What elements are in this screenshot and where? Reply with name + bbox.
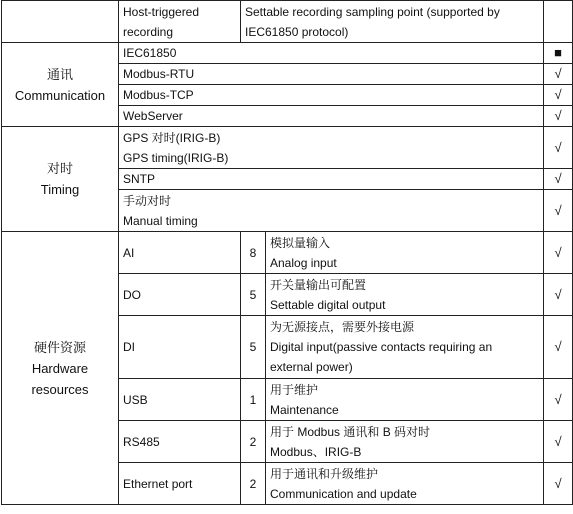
resource-name: USB (119, 379, 241, 421)
table-row (2, 1, 573, 43)
feature-line: recording (123, 24, 174, 39)
feature-cell (119, 85, 544, 106)
resource-name: AI (119, 232, 241, 274)
category-cell-hardware (2, 232, 119, 505)
description-line: Digital input(passive contacts requiring an (270, 340, 493, 354)
resource-count: 2 (241, 463, 266, 505)
feature-line: GPS timing(IRIG-B) (123, 150, 229, 165)
support-mark: √ (544, 274, 573, 316)
blank-category-cell (2, 1, 119, 43)
description-line: Settable digital output (270, 297, 386, 312)
resource-description (266, 316, 544, 379)
description-line: external power) (270, 360, 353, 374)
feature-cell (119, 190, 544, 232)
feature-line: GPS 对时(IRIG-B) (123, 130, 221, 145)
category-label-cn: 硬件资源 (33, 339, 86, 355)
category-cell-timing (2, 127, 119, 232)
feature-cell (119, 127, 544, 169)
table-row (2, 43, 573, 64)
resource-description (266, 463, 544, 505)
description-line: 为无源接点，需要外接电源 (270, 320, 415, 334)
feature-cell (119, 64, 544, 85)
description-line: 用于 Modbus 通讯和 B 码对时 (270, 424, 431, 439)
category-label-en: resources (31, 381, 89, 397)
description-line: 用于维护 (270, 382, 319, 397)
resource-name: DO (119, 274, 241, 316)
category-label-en: Communication (14, 87, 106, 103)
feature-line: Host-triggered (123, 4, 200, 19)
support-mark: √ (544, 169, 573, 190)
description-line: 模拟量输入 (270, 235, 331, 250)
feature-line: Modbus-RTU (123, 67, 195, 81)
feature-line: 手动对时 (123, 193, 172, 208)
resource-count: 1 (241, 379, 266, 421)
description-line: Modbus、IRIG-B (270, 444, 362, 459)
description-line: IEC61850 protocol) (245, 24, 349, 39)
spec-table-page (1, 0, 573, 514)
specification-table (1, 0, 573, 505)
resource-name: Ethernet port (119, 463, 241, 505)
description-line: 用于通讯和升级维护 (270, 466, 379, 481)
support-mark: √ (544, 316, 573, 379)
resource-name: RS485 (119, 421, 241, 463)
resource-count: 2 (241, 421, 266, 463)
resource-description (266, 379, 544, 421)
table-row (2, 127, 573, 169)
category-label-cn: 对时 (46, 161, 73, 176)
support-mark (544, 1, 573, 43)
support-mark: √ (544, 106, 573, 127)
resource-description (266, 274, 544, 316)
resource-count: 5 (241, 274, 266, 316)
support-mark: √ (544, 421, 573, 463)
feature-line: SNTP (123, 172, 156, 186)
support-mark: √ (544, 64, 573, 85)
description-line: Settable recording sampling point (supported by (245, 4, 500, 19)
support-mark: √ (544, 379, 573, 421)
category-label-en: Hardware (31, 360, 89, 376)
feature-cell (119, 1, 241, 43)
feature-cell (119, 169, 544, 190)
feature-cell (119, 43, 544, 64)
category-label-cn: 通讯 (46, 66, 73, 82)
description-line: 开关量输出可配置 (270, 277, 367, 292)
resource-name: DI (119, 316, 241, 379)
category-cell-communication (2, 43, 119, 127)
resource-description (266, 421, 544, 463)
resource-count: 5 (241, 316, 266, 379)
support-mark: √ (544, 232, 573, 274)
feature-line: WebServer (123, 109, 183, 123)
support-mark: √ (544, 463, 573, 505)
feature-line: Modbus-TCP (123, 88, 194, 102)
description-cell (241, 1, 544, 43)
support-mark: √ (544, 190, 573, 232)
resource-description (266, 232, 544, 274)
description-line: Communication and update (270, 486, 417, 501)
feature-line: IEC61850 (123, 46, 177, 60)
table-row (2, 232, 573, 274)
support-mark: ■ (544, 43, 573, 64)
feature-line: Manual timing (123, 213, 198, 228)
description-line: Analog input (270, 255, 337, 270)
support-mark: √ (544, 127, 573, 169)
resource-count: 8 (241, 232, 266, 274)
category-label-en: Timing (40, 182, 80, 197)
support-mark: √ (544, 85, 573, 106)
feature-cell (119, 106, 544, 127)
description-line: Maintenance (270, 402, 339, 417)
